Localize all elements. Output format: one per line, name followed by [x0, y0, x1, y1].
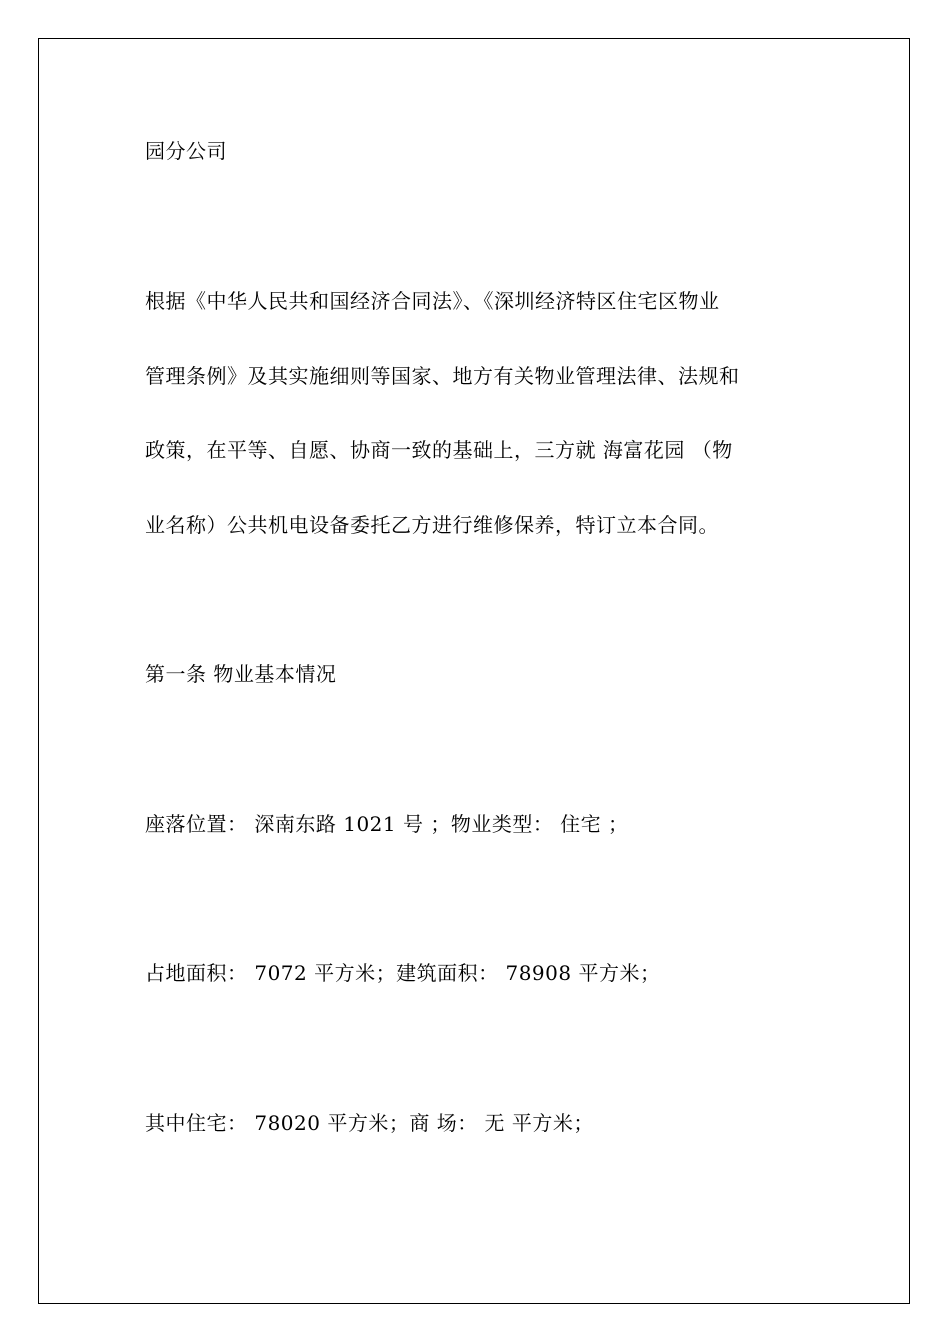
text-line-paragraph-1: 根据《中华人民共和国经济合同法》、《深圳经济特区住宅区物业 [145, 289, 720, 313]
text-line-paragraph-3: 政策，在平等、自愿、协商一致的基础上，三方就 海富花园 （物 [145, 438, 733, 462]
text-line-company: 园分公司 [145, 139, 227, 163]
text-line-location: 座落位置： 深南东路 1021 号 ；物业类型： 住宅 ； [145, 812, 629, 836]
text-line-paragraph-4: 业名称）公共机电设备委托乙方进行维修保养，特订立本合同。 [145, 513, 719, 537]
text-line-area: 占地面积： 7072 平方米；建筑面积： 78908 平方米； [145, 961, 661, 985]
section-heading: 第一条 物业基本情况 [145, 662, 337, 686]
text-line-paragraph-2: 管理条例》及其实施细则等国家、地方有关物业管理法律、法规和 [145, 364, 740, 388]
text-line-residential: 其中住宅： 78020 平方米；商 场： 无 平方米； [145, 1111, 594, 1135]
